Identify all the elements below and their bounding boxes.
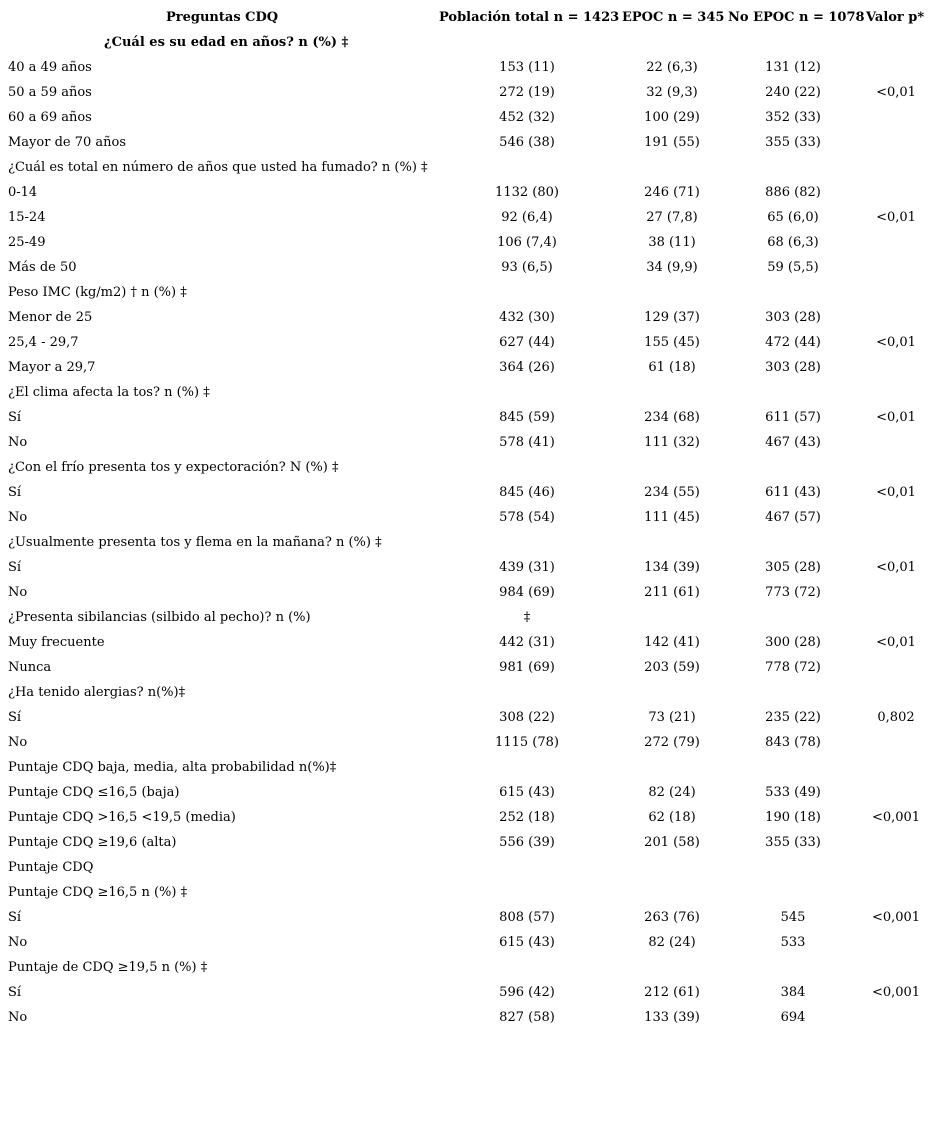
cell-total: 627 (44) — [499, 335, 555, 350]
row-label: 50 a 59 años — [8, 85, 92, 100]
cell-no-epoc: 240 (22) — [765, 85, 821, 100]
cell-epoc: 27 (7,8) — [646, 210, 698, 225]
cell-no-epoc: 303 (28) — [765, 360, 821, 375]
cell-no-epoc: 611 (57) — [765, 410, 821, 425]
cell-no-epoc: 235 (22) — [765, 710, 821, 725]
cell-no-epoc: 68 (6,3) — [767, 235, 819, 250]
cell-epoc: 73 (21) — [648, 710, 696, 725]
cell-no-epoc: 467 (57) — [765, 510, 821, 525]
cell-no-epoc: 305 (28) — [765, 560, 821, 575]
table-row — [0, 580, 932, 605]
cell-total: 578 (54) — [499, 510, 555, 525]
row-label: Puntaje CDQ baja, media, alta probabilidad n(%)‡ — [8, 760, 337, 775]
table-row — [0, 880, 932, 905]
cell-epoc: 134 (39) — [644, 560, 700, 575]
table-body — [0, 55, 932, 1030]
cell-no-epoc: 131 (12) — [765, 60, 821, 75]
row-label: ¿El clima afecta la tos? n (%) ‡ — [8, 385, 210, 400]
cell-total: 845 (46) — [499, 485, 555, 500]
cell-p-value: <0,001 — [871, 985, 921, 1000]
row-label: ¿Ha tenido alergias? n(%)‡ — [8, 685, 186, 700]
row-label: ¿Usualmente presenta tos y flema en la mañana? n (%) ‡ — [8, 535, 382, 550]
cell-epoc: 34 (9,9) — [646, 260, 698, 275]
cell-total: ‡ — [523, 610, 531, 625]
table-row — [0, 555, 932, 580]
cell-total: 556 (39) — [499, 835, 555, 850]
table-row — [0, 380, 932, 405]
table-row — [0, 755, 932, 780]
table-row — [0, 780, 932, 805]
table-row — [0, 730, 932, 755]
table-row — [0, 180, 932, 205]
cell-no-epoc: 778 (72) — [765, 660, 821, 675]
cell-epoc: 111 (32) — [644, 435, 700, 450]
cell-total: 578 (41) — [499, 435, 555, 450]
cell-no-epoc: 65 (6,0) — [767, 210, 819, 225]
cell-p-value: <0,01 — [876, 85, 916, 100]
table-row — [0, 605, 932, 630]
cell-p-value: <0,001 — [871, 810, 921, 825]
cell-total: 615 (43) — [499, 935, 555, 950]
cell-no-epoc: 300 (28) — [765, 635, 821, 650]
cell-epoc: 211 (61) — [644, 585, 700, 600]
table-row — [0, 205, 932, 230]
cell-total: 615 (43) — [499, 785, 555, 800]
row-label: No — [8, 735, 28, 750]
cell-epoc: 111 (45) — [644, 510, 700, 525]
cell-p-value: <0,01 — [876, 560, 916, 575]
cell-no-epoc: 303 (28) — [765, 310, 821, 325]
row-label: Sí — [8, 410, 22, 425]
cell-epoc: 61 (18) — [648, 360, 696, 375]
row-label: Sí — [8, 710, 22, 725]
cell-no-epoc: 467 (43) — [765, 435, 821, 450]
header-no-epoc: No EPOC n = 1078 — [728, 10, 865, 25]
cell-total: 452 (32) — [499, 110, 555, 125]
cell-no-epoc: 694 — [780, 1010, 806, 1025]
row-label: Mayor de 70 años — [8, 135, 127, 150]
table-row — [0, 430, 932, 455]
row-label: Puntaje CDQ >16,5 <19,5 (media) — [8, 810, 236, 825]
row-label: Puntaje de CDQ ≥19,5 n (%) ‡ — [8, 960, 208, 975]
table-row — [0, 805, 932, 830]
table-row — [0, 330, 932, 355]
cell-no-epoc: 886 (82) — [765, 185, 821, 200]
table-row — [0, 530, 932, 555]
cell-total: 596 (42) — [499, 985, 555, 1000]
cell-no-epoc: 384 — [780, 985, 806, 1000]
table-row — [0, 630, 932, 655]
table-row — [0, 80, 932, 105]
cell-total: 153 (11) — [499, 60, 555, 75]
table-row — [0, 255, 932, 280]
table-row — [0, 905, 932, 930]
cell-total: 272 (19) — [499, 85, 555, 100]
table-row — [0, 305, 932, 330]
row-label: Sí — [8, 985, 22, 1000]
table-row — [0, 155, 932, 180]
row-label: Puntaje CDQ ≤16,5 (baja) — [8, 785, 180, 800]
row-label: No — [8, 435, 28, 450]
cell-epoc: 129 (37) — [644, 310, 700, 325]
cell-epoc: 212 (61) — [644, 985, 700, 1000]
cell-total: 845 (59) — [499, 410, 555, 425]
cell-total: 984 (69) — [499, 585, 555, 600]
cell-epoc: 38 (11) — [648, 235, 696, 250]
cell-epoc: 191 (55) — [644, 135, 700, 150]
age-section-heading: ¿Cuál es su edad en años? n (%) ‡ — [104, 35, 349, 50]
cell-no-epoc: 190 (18) — [765, 810, 821, 825]
cell-epoc: 234 (55) — [644, 485, 700, 500]
row-label: No — [8, 935, 28, 950]
cell-epoc: 82 (24) — [648, 935, 696, 950]
cell-epoc: 272 (79) — [644, 735, 700, 750]
cell-total: 106 (7,4) — [497, 235, 557, 250]
row-label: 0-14 — [8, 185, 38, 200]
cell-total: 1115 (78) — [495, 735, 559, 750]
cell-epoc: 203 (59) — [644, 660, 700, 675]
table-row — [0, 355, 932, 380]
row-label: 15-24 — [8, 210, 46, 225]
cell-epoc: 234 (68) — [644, 410, 700, 425]
header-p-value: Valor p* — [866, 10, 925, 25]
cell-p-value: <0,01 — [876, 210, 916, 225]
cell-total: 93 (6,5) — [501, 260, 553, 275]
cell-total: 1132 (80) — [495, 185, 559, 200]
header-epoc: EPOC n = 345 — [622, 10, 725, 25]
cell-total: 92 (6,4) — [501, 210, 553, 225]
row-label: ¿Presenta sibilancias (silbido al pecho)? n (%) — [8, 610, 311, 625]
table-row — [0, 980, 932, 1005]
row-label: ¿Cuál es total en número de años que usted ha fumado? n (%) ‡ — [8, 160, 428, 175]
row-label: Sí — [8, 910, 22, 925]
table-row — [0, 230, 932, 255]
cell-no-epoc: 843 (78) — [765, 735, 821, 750]
cell-no-epoc: 59 (5,5) — [767, 260, 819, 275]
cell-epoc: 201 (58) — [644, 835, 700, 850]
table-row — [0, 480, 932, 505]
cell-no-epoc: 352 (33) — [765, 110, 821, 125]
cell-total: 364 (26) — [499, 360, 555, 375]
row-label: No — [8, 510, 28, 525]
cell-total: 981 (69) — [499, 660, 555, 675]
cell-epoc: 246 (71) — [644, 185, 700, 200]
table-row — [0, 405, 932, 430]
cell-total: 827 (58) — [499, 1010, 555, 1025]
table-row — [0, 830, 932, 855]
table-row — [0, 55, 932, 80]
row-label: Mayor a 29,7 — [8, 360, 96, 375]
row-label: Más de 50 — [8, 260, 77, 275]
cell-total: 252 (18) — [499, 810, 555, 825]
table-row — [0, 1005, 932, 1030]
cell-p-value: <0,001 — [871, 910, 921, 925]
row-label: Menor de 25 — [8, 310, 93, 325]
cell-p-value: <0,01 — [876, 335, 916, 350]
row-label: 40 a 49 años — [8, 60, 92, 75]
cell-epoc: 22 (6,3) — [646, 60, 698, 75]
row-label: ¿Con el frío presenta tos y expectoración? N (%) ‡ — [8, 460, 339, 475]
cell-no-epoc: 611 (43) — [765, 485, 821, 500]
table-row — [0, 705, 932, 730]
cell-epoc: 133 (39) — [644, 1010, 700, 1025]
table-row — [0, 930, 932, 955]
row-label: Puntaje CDQ ≥19,6 (alta) — [8, 835, 177, 850]
cell-epoc: 263 (76) — [644, 910, 700, 925]
cell-p-value: <0,01 — [876, 635, 916, 650]
row-label: No — [8, 585, 28, 600]
table-row — [0, 505, 932, 530]
row-label: Puntaje CDQ ≥16,5 n (%) ‡ — [8, 885, 188, 900]
header-total-population: Población total n = 1423 — [439, 10, 620, 25]
table-row — [0, 455, 932, 480]
header-questions: Preguntas CDQ — [166, 10, 279, 25]
cell-total: 808 (57) — [499, 910, 555, 925]
cell-no-epoc: 773 (72) — [765, 585, 821, 600]
cell-no-epoc: 355 (33) — [765, 135, 821, 150]
cell-epoc: 155 (45) — [644, 335, 700, 350]
cell-no-epoc: 533 — [780, 935, 806, 950]
row-label: Puntaje CDQ — [8, 860, 94, 875]
row-label: Peso IMC (kg/m2) † n (%) ‡ — [8, 285, 187, 300]
row-label: Sí — [8, 560, 22, 575]
row-label: 25-49 — [8, 235, 46, 250]
row-label: No — [8, 1010, 28, 1025]
cell-epoc: 32 (9,3) — [646, 85, 698, 100]
table-row — [0, 130, 932, 155]
cell-no-epoc: 533 (49) — [765, 785, 821, 800]
cell-epoc: 142 (41) — [644, 635, 700, 650]
row-label: 25,4 - 29,7 — [8, 335, 79, 350]
cell-p-value: <0,01 — [876, 485, 916, 500]
cell-epoc: 62 (18) — [648, 810, 696, 825]
row-label: Sí — [8, 485, 22, 500]
table-row — [0, 280, 932, 305]
table-row — [0, 680, 932, 705]
table-row — [0, 855, 932, 880]
table-row — [0, 655, 932, 680]
table-row — [0, 955, 932, 980]
cell-epoc: 100 (29) — [644, 110, 700, 125]
cell-epoc: 82 (24) — [648, 785, 696, 800]
row-label: Muy frecuente — [8, 635, 105, 650]
cell-no-epoc: 355 (33) — [765, 835, 821, 850]
cell-p-value: 0,802 — [877, 710, 915, 725]
table-row — [0, 105, 932, 130]
cell-total: 546 (38) — [499, 135, 555, 150]
cell-total: 439 (31) — [499, 560, 555, 575]
cell-p-value: <0,01 — [876, 410, 916, 425]
cell-total: 442 (31) — [499, 635, 555, 650]
row-label: 60 a 69 años — [8, 110, 92, 125]
cell-total: 308 (22) — [499, 710, 555, 725]
cell-total: 432 (30) — [499, 310, 555, 325]
cell-no-epoc: 472 (44) — [765, 335, 821, 350]
cell-no-epoc: 545 — [780, 910, 806, 925]
row-label: Nunca — [8, 660, 52, 675]
